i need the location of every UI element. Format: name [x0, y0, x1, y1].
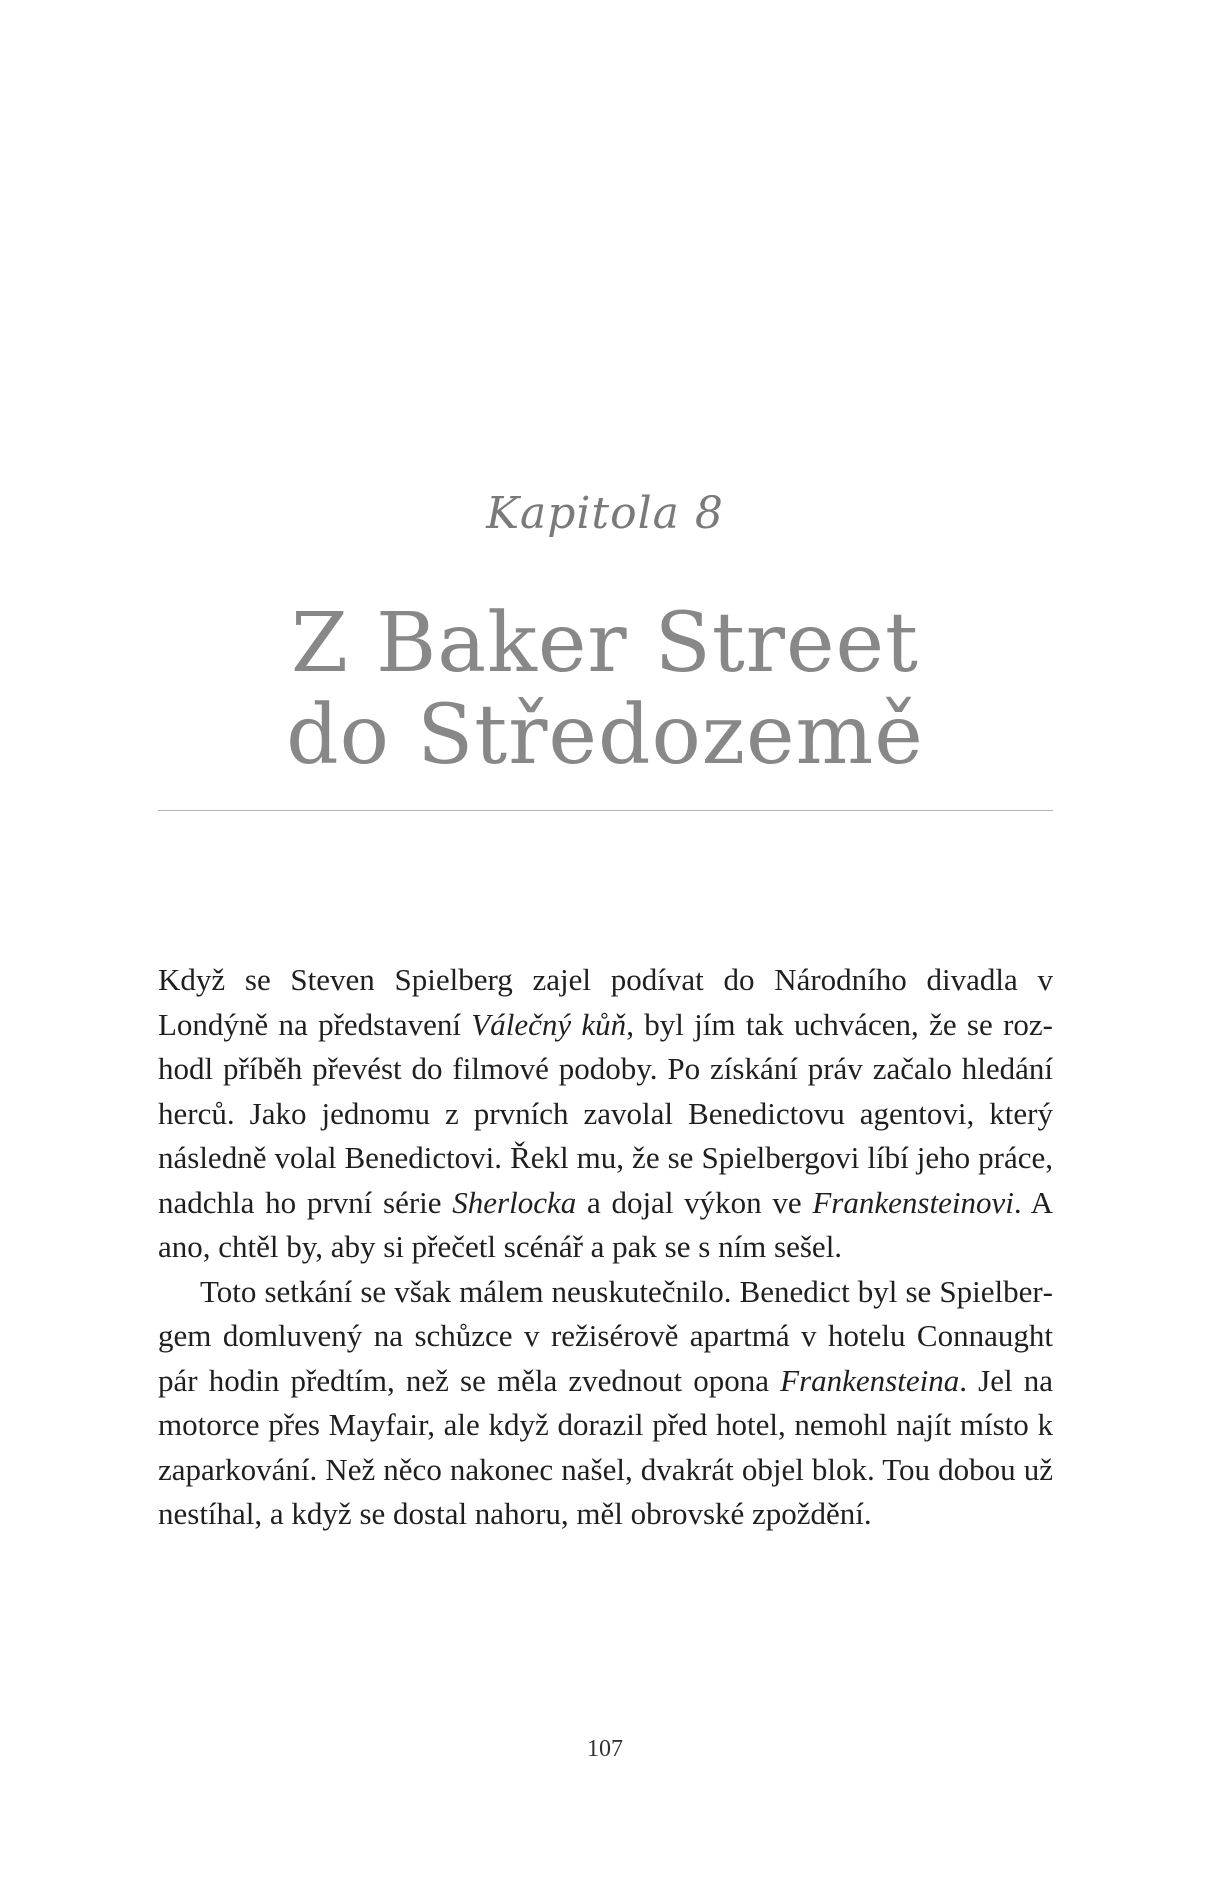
paragraph-2-segment-3: . Jel na motorce přes Mayfair, ale když dorazil před hotel, nemohl najít místo k zaparkování. Než něco nakonec našel, dvakrát objel blok. Tou dobou už nestíhal, a když se dostal nahoru, měl obrovské zpoždění. — [158, 1362, 1054, 1531]
paragraph-1-segment-6-italic: Frankensteinovi — [812, 1184, 1014, 1220]
paragraph-1-segment-3: , byl jím tak uchvácen, že se rozhodl příběh převést do filmové podoby. Po získání práv začalo hledání herců. Jako jednomu z prvních zavolal Benedictovu agentovi, který následně volal Benedictovi. Řekl mu, že se Spielbergovi líbí jeho práce, nadchla ho první série — [158, 1006, 1053, 1220]
chapter-title-line-2: do Středozemě — [286, 688, 924, 783]
page-number: 107 — [587, 1736, 623, 1762]
chapter-label: Kapitola 8 — [486, 488, 724, 539]
chapter-title-line-1: Z Baker Street — [291, 596, 919, 691]
chapter-divider — [158, 810, 1053, 811]
paragraph-1-segment-1: Když se Steven Spielberg zajel podívat do Národního divadla v Londýně na představení — [158, 962, 1053, 1042]
paragraph-1 — [158, 958, 1053, 1270]
chapter-title — [0, 598, 1210, 782]
paragraph-1-segment-5: a dojal výkon ve — [576, 1184, 813, 1220]
paragraph-2-segment-2-italic: Frankensteina — [780, 1362, 960, 1398]
body-text — [158, 958, 1053, 1537]
paragraph-1-segment-2-italic: Válečný kůň — [471, 1006, 627, 1042]
paragraph-2 — [158, 1270, 1053, 1537]
paragraph-2-segment-1: Toto setkání se však málem neuskutečnilo. Benedict byl se Spielbergem domluvený na schůzce v režisérově apartmá v hotelu Connaught pár hodin předtím, než se měla zvednout opona — [158, 1273, 1053, 1398]
paragraph-1-segment-4-italic: Sherlocka — [452, 1184, 577, 1220]
paragraph-1-segment-7: . A ano, chtěl by, aby si přečetl scénář a pak se s ním sešel. — [158, 1184, 1053, 1264]
